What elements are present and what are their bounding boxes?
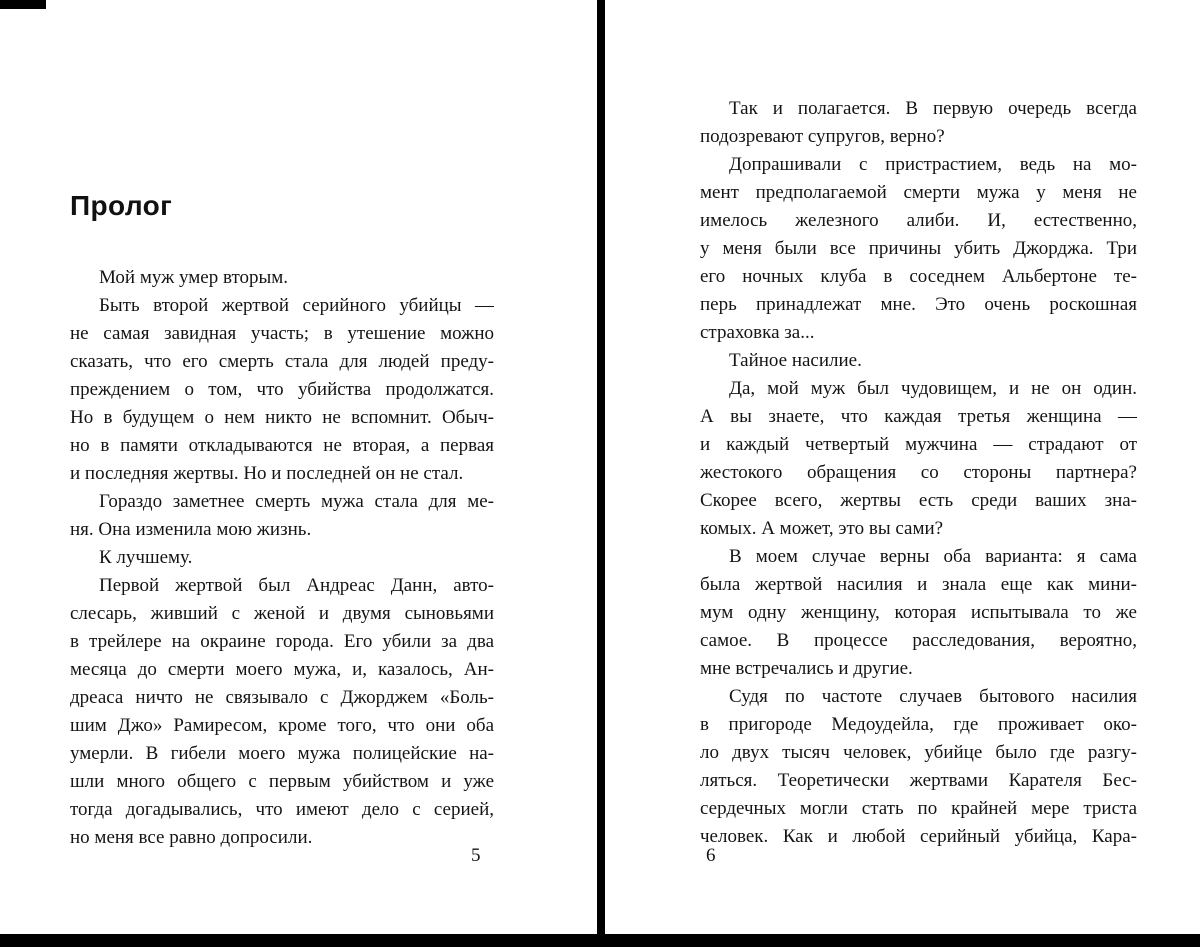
text-line: но меня все равно допросили. [70, 827, 313, 848]
text-line: его ночных клуба в соседнем Альбертоне те- [700, 266, 1137, 287]
text-line: К лучшему. [99, 547, 193, 568]
paragraph [700, 543, 1137, 683]
text-line: у меня были все причины убить Джорджа. Три [700, 238, 1137, 259]
text-line: преждением о том, что убийства продолжатся. [70, 379, 494, 400]
text-line: сказать, что его смерть стала для людей преду- [70, 351, 494, 372]
text-line: мне встречались и другие. [700, 658, 913, 679]
text-line: шим Джо» Рамиресом, кроме того, что они оба [70, 715, 494, 736]
text-line: Гораздо заметнее смерть мужа стала для ме- [99, 491, 494, 512]
text-line: подозревают супругов, верно? [700, 126, 945, 147]
text-line: шли много общего с первым убийством и уже [70, 771, 494, 792]
paragraph [700, 151, 1137, 347]
text-line: ло двух тысяч человек, убийце было где разгу- [700, 742, 1137, 763]
page-left [70, 191, 494, 852]
page-number-left: 5 [471, 845, 481, 866]
paragraph [700, 95, 1137, 151]
paragraph [70, 572, 494, 852]
text-line: перь принадлежат мне. Это очень роскошная [700, 294, 1137, 315]
text-line: тогда догадывались, что имеют дело с серией, [70, 799, 494, 820]
paragraph [70, 544, 494, 572]
text-line: в пригороде Медоудейла, где проживает око- [700, 714, 1137, 735]
text-line: Допрашивали с пристрастием, ведь на мо- [729, 154, 1137, 175]
paragraph [70, 292, 494, 488]
text-line: А вы знаете, что каждая третья женщина — [700, 406, 1137, 427]
chapter-heading: Пролог [70, 190, 173, 221]
page-right-text [700, 95, 1137, 851]
page-right [700, 95, 1137, 851]
text-line: мент предполагаемой смерти мужа у меня не [700, 182, 1137, 203]
book-spine-divider [597, 0, 605, 947]
scan-artifact-bottom [0, 934, 1200, 947]
text-line: самое. В процессе расследования, вероятно, [700, 630, 1137, 651]
text-line: в трейлере на окраине города. Его убили за два [70, 631, 494, 652]
text-line: Мой муж умер вторым. [99, 267, 289, 288]
text-line: Тайное насилие. [729, 350, 862, 371]
text-line: человек. Как и любой серийный убийца, Кара- [700, 826, 1137, 847]
text-line: имелось железного алиби. И, естественно, [700, 210, 1137, 231]
paragraph [700, 375, 1137, 543]
text-line: мум одну женщину, которая испытывала то же [700, 602, 1137, 623]
text-line: Да, мой муж был чудовищем, и не он один. [729, 378, 1137, 399]
text-line: ляться. Теоретически жертвами Карателя Бес- [700, 770, 1137, 791]
text-line: В моем случае верны оба варианта: я сама [729, 546, 1137, 567]
text-line: но в памяти откладываются не вторая, а первая [70, 435, 494, 456]
paragraph [700, 347, 1137, 375]
text-line: слесарь, живший с женой и двумя сыновьями [70, 603, 494, 624]
page-left-text [70, 264, 494, 852]
text-line: страховка за... [700, 322, 815, 343]
text-line: умерли. В гибели моего мужа полицейские на- [70, 743, 494, 764]
text-line: дреаса ничто не связывало с Джорджем «Боль- [70, 687, 494, 708]
text-line: и каждый четвертый мужчина — страдают от [700, 434, 1137, 455]
text-line: Судя по частоте случаев бытового насилия [729, 686, 1137, 707]
text-line: комых. А может, это вы сами? [700, 518, 944, 539]
text-line: не самая завидная участь; в утешение можно [70, 323, 494, 344]
paragraph [70, 264, 494, 292]
text-line: Быть второй жертвой серийного убийцы — [99, 295, 494, 316]
text-line: Первой жертвой был Андреас Данн, авто- [99, 575, 494, 596]
scan-artifact-top-left [0, 0, 46, 9]
text-line: Но в будущем о нем никто не вспомнит. Обыч- [70, 407, 494, 428]
text-line: месяца до смерти моего мужа, и, казалось, Ан- [70, 659, 494, 680]
text-line: была жертвой насилия и знала еще как мини- [700, 574, 1137, 595]
text-line: жестокого обращения со стороны партнера? [700, 462, 1137, 483]
text-line: Скорее всего, жертвы есть среди ваших зна- [700, 490, 1137, 511]
text-line: и последняя жертвы. Но и последней он не стал. [70, 463, 464, 484]
text-line: сердечных могли стать по крайней мере триста [700, 798, 1137, 819]
text-line: ня. Она изменила мою жизнь. [70, 519, 312, 540]
page-number-right: 6 [706, 845, 716, 866]
text-line: Так и полагается. В первую очередь всегда [729, 98, 1137, 119]
paragraph [700, 683, 1137, 851]
paragraph [70, 488, 494, 544]
